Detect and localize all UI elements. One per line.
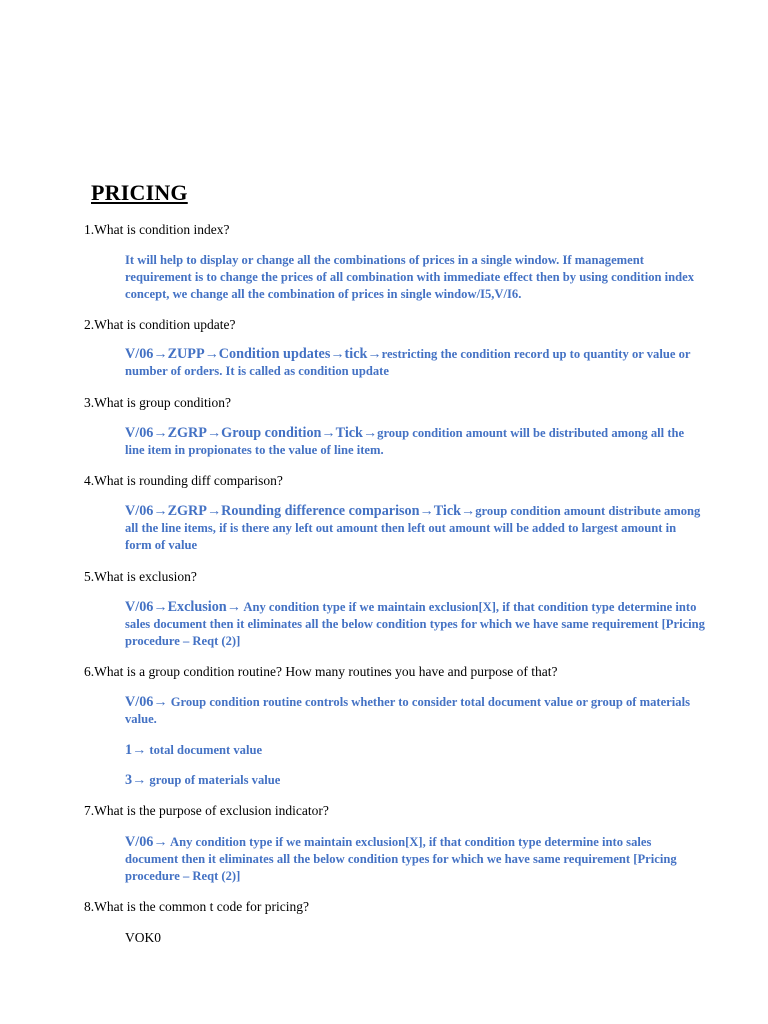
question-7: 7.What is the purpose of exclusion indicator? xyxy=(84,803,329,818)
answer-6-text: Group condition routine controls whether to consider total document value or group of materials value. xyxy=(125,695,690,726)
answer-7 xyxy=(125,834,705,885)
answer-4-text: group condition amount distribute among all the line items, if is there any left out amount then left out amount will be added to largest amount in form of value xyxy=(125,504,701,552)
question-5: 5.What is exclusion? xyxy=(84,569,197,584)
answer-5-path: V/06→Exclusion→ xyxy=(125,599,241,615)
answer-5-text: Any condition type if we maintain exclusion[X], if that condition type determine into sales document then it eliminates all the below condition types for which we have same requirement [Pricing procedure – Reqt (2)] xyxy=(125,600,705,648)
answer-4 xyxy=(125,503,705,554)
answer-8: VOK0 xyxy=(125,930,161,945)
answer-2 xyxy=(125,346,705,380)
routine-item xyxy=(125,742,705,759)
question-3: 3.What is group condition? xyxy=(84,395,231,410)
answer-3 xyxy=(125,425,705,459)
answer-4-path: V/06→ZGRP→Rounding difference comparison→Tick→ xyxy=(125,503,476,519)
routine-text: group of materials value xyxy=(146,773,281,787)
answer-7-path: V/06→ xyxy=(125,834,168,850)
answer-3-text: group condition amount will be distributed among all the line item in propionates to the value of line item. xyxy=(125,426,685,457)
routine-number: 3→ xyxy=(125,772,147,788)
question-2: 2.What is condition update? xyxy=(84,317,236,332)
answer-6 xyxy=(125,694,705,728)
page-title: PRICING xyxy=(91,180,188,205)
answer-2-path: V/06→ZUPP→Condition updates→tick→ xyxy=(125,346,382,362)
answer-6-path: V/06→ xyxy=(125,694,168,710)
question-1: 1.What is condition index? xyxy=(84,222,230,237)
question-4: 4.What is rounding diff comparison? xyxy=(84,473,283,488)
answer-5 xyxy=(125,599,705,650)
answer-7-text: Any condition type if we maintain exclusion[X], if that condition type determine into sales document then it eliminates all the below condition types for which we have same requirement [Pricing procedure – Reqt (2)] xyxy=(125,835,677,883)
answer-3-path: V/06→ZGRP→Group condition→Tick→ xyxy=(125,425,378,441)
answer-2-text: restricting the condition record up to quantity or value or number of orders. It is called as condition update xyxy=(125,347,691,378)
question-6: 6.What is a group condition routine? How many routines you have and purpose of that? xyxy=(84,664,558,679)
routine-text: total document value xyxy=(146,743,263,757)
answer-1-text: It will help to display or change all the combinations of prices in a single window. If management requirement is to change the prices of all combination with immediate effect then by using condition index concept, we change all the combination of prices in single window/I5,V/I6. xyxy=(125,253,695,301)
routine-number: 1→ xyxy=(125,742,147,758)
question-8: 8.What is the common t code for pricing? xyxy=(84,899,309,914)
routine-item xyxy=(125,772,705,789)
answer-1 xyxy=(125,252,705,303)
